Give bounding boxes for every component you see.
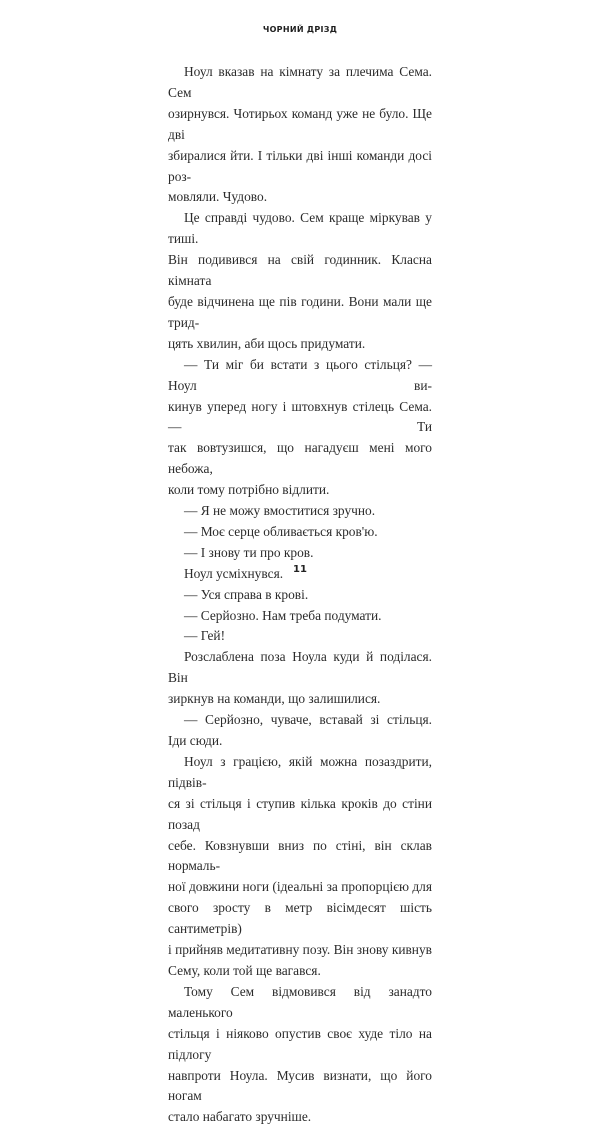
text-line: ної довжини ноги (ідеальні за пропорцією для <box>168 879 432 895</box>
text-line: — Уся справа в крові. <box>184 586 309 602</box>
text-line: — Серйозно. Нам треба подумати. <box>184 607 382 623</box>
text-line: — І знову ти про кров. <box>184 544 314 560</box>
text-line: ся зі стільця і ступив кілька кроків до стіни позад <box>168 795 432 832</box>
text-line: кинув уперед ногу і штовхнув стілець Сема. — Ти <box>168 398 432 435</box>
page-number: 11 <box>293 564 307 575</box>
running-head-title: ЧОРНИЙ ДРІЗД <box>262 25 338 34</box>
text-line: озирнувся. Чотирьох команд уже не було. Ще дві <box>168 105 432 142</box>
paragraph <box>168 522 432 543</box>
text-line: коли тому потрібно відлити. <box>168 482 330 498</box>
paragraph <box>168 355 432 501</box>
paragraph <box>168 208 432 354</box>
text-line: — Гей! <box>184 628 226 644</box>
text-line: — Моє серце обливається кров'ю. <box>184 523 378 539</box>
text-line: стільця і ніяково опустив своє худе тіло на підлогу <box>168 1025 432 1062</box>
text-line: Ноул усміхнувся. <box>184 565 284 581</box>
paragraph <box>168 62 432 208</box>
text-line: цять хвилин, аби щось придумати. <box>168 335 366 351</box>
text-line: — Я не можу вмоститися зручно. <box>184 503 376 519</box>
text-line: збиралися йти. І тільки дві інші команди досі роз- <box>168 147 432 184</box>
paragraph <box>168 752 432 982</box>
text-line: себе. Ковзнувши вниз по стіні, він склав нормаль- <box>168 837 432 874</box>
paragraph <box>168 710 432 752</box>
text-line: Тому Сем відмовився від занадто маленького <box>168 983 432 1020</box>
text-line: навпроти Ноула. Мусив визнати, що його ногам <box>168 1067 432 1104</box>
paragraph <box>168 501 432 522</box>
body-text <box>168 62 432 1128</box>
paragraph <box>168 543 432 564</box>
text-line: Сему, коли той ще вагався. <box>168 962 321 978</box>
text-line: Ноул вказав на кімнату за плечима Сема. Сем <box>168 64 432 100</box>
text-line: так вовтузишся, що нагадуєш мені мого небожа, <box>168 440 432 477</box>
text-line: Він подивився на свій годинник. Класна кімната <box>168 252 432 289</box>
paragraph <box>168 982 432 1128</box>
paragraph <box>168 585 432 606</box>
text-line: і прийняв медитативну позу. Він знову кивнув <box>168 942 432 958</box>
text-line: буде відчинена ще пів години. Вони мали ще трид- <box>168 293 432 330</box>
text-line: Ноул з грацією, якій можна позаздрити, підвів- <box>168 753 432 790</box>
paragraph <box>168 606 432 627</box>
text-line: стало набагато зручніше. <box>168 1109 312 1125</box>
text-line: свого зросту в метр вісімдесят шість сантиметрів) <box>168 900 432 937</box>
text-line: Це справді чудово. Сем краще міркував у тиші. <box>168 210 432 247</box>
text-line: зиркнув на команди, що залишилися. <box>168 691 381 707</box>
text-line: мовляли. Чудово. <box>168 189 268 205</box>
text-line: Розслаблена поза Ноула куди й поділася. Він <box>168 649 432 686</box>
text-line: — Ти міг би встати з цього стільця? — Ноул ви- <box>168 356 432 393</box>
paragraph <box>168 626 432 647</box>
paragraph <box>168 647 432 710</box>
text-line: — Серйозно, чуваче, вставай зі стільця. Іди сюди. <box>168 712 432 748</box>
